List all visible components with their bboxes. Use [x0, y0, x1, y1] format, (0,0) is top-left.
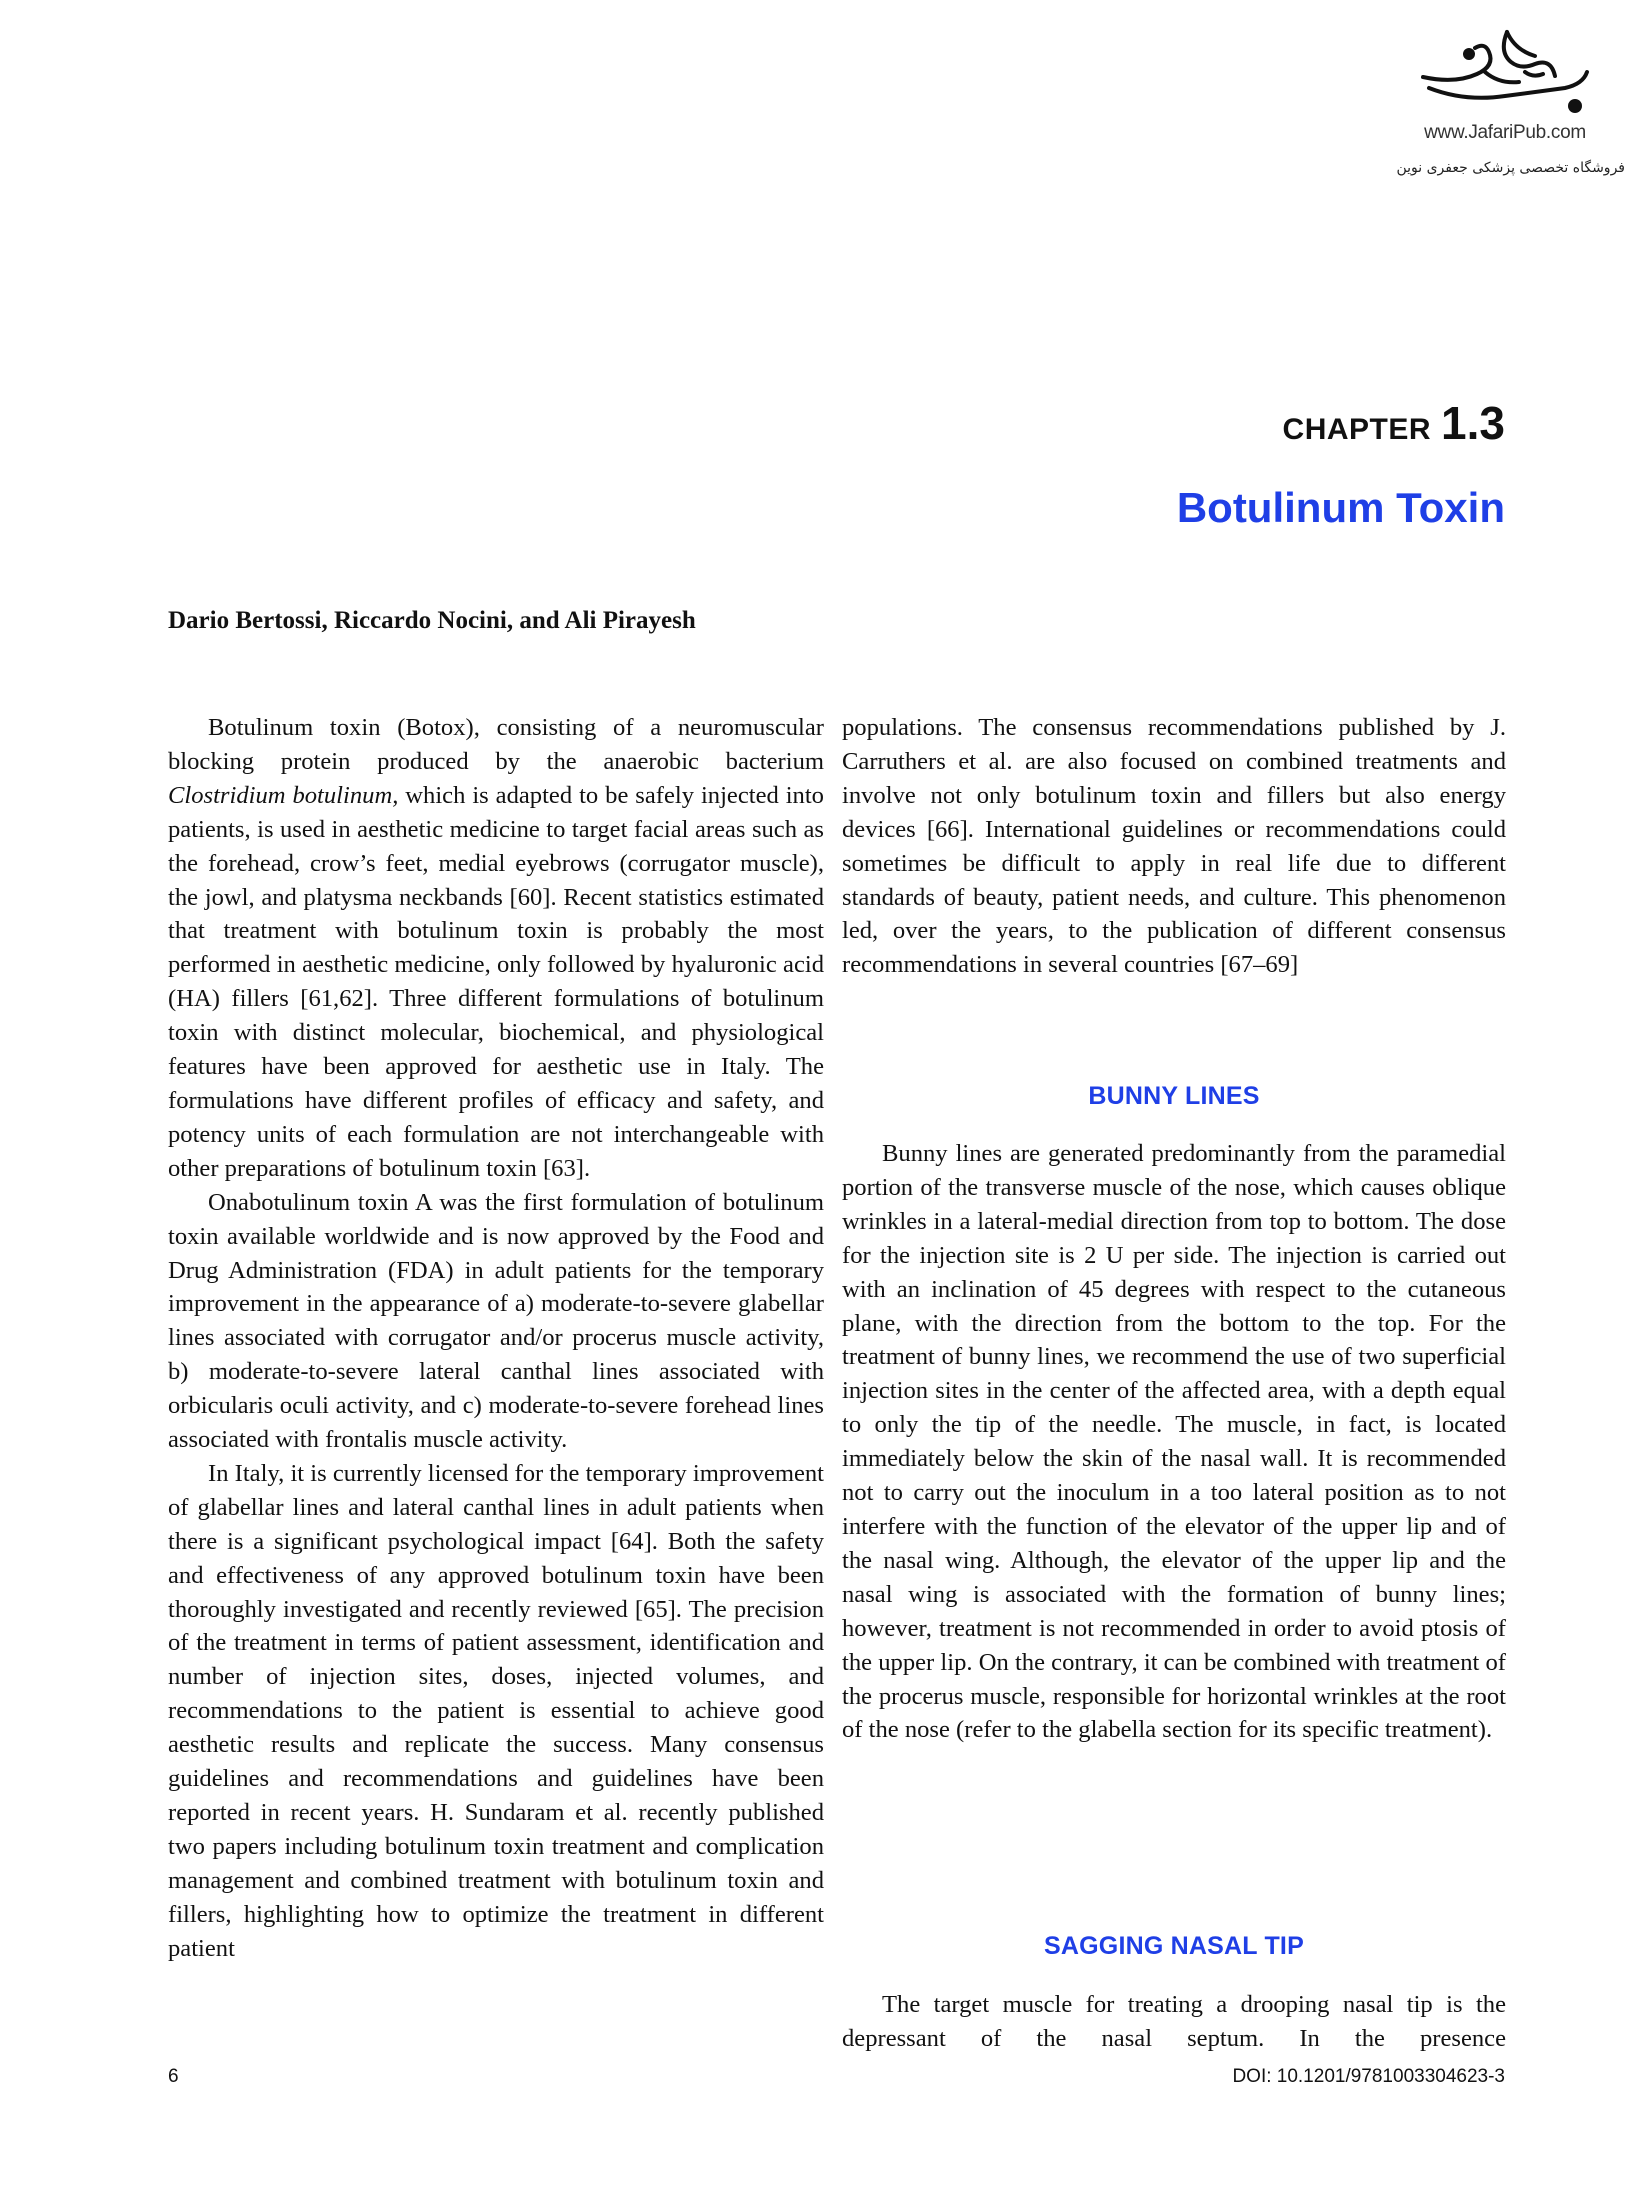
- paragraph-text: which is adapted to be safely injected into patients, is used in aesthetic medicine to target facial areas such as the forehead, crow’s feet, medial eyebrows (corrugator muscle), the jowl, and platysma neckbands [60]. Recent statistics estimated that treatment with botulinum toxin is probably the most performed in aesthetic medicine, only followed by hyaluronic acid (HA) fillers [61,62]. Three different formulations of botulinum toxin with distinct molecular, biochemical, and physiological features have been approved for aesthetic use in Italy. The formulations have different profiles of efficacy and safety, and potency units of each formulation are not interchangeable with other preparations of botulinum toxin [63].: [168, 781, 824, 1182]
- paragraph-intro: [168, 711, 824, 1186]
- authors-line: Dario Bertossi, Riccardo Nocini, and Ali Pirayesh: [168, 607, 696, 634]
- chapter-number: 1.3: [1441, 397, 1505, 449]
- paragraph-bunny-lines: Bunny lines are generated predominantly from the paramedial portion of the transverse muscle of the nose, which causes oblique wrinkles in a lateral-medial direction from top to bottom. The dose for the injection site is 2 U per side. The injection is carried out with an inclination of 45 degrees with respect to the cutaneous plane, with the direction from the bottom to the top. For the treatment of bunny lines, we recommend the use of two superficial injection sites in the center of the affected area, with a depth equal to only the tip of the needle. The muscle, in fact, is located immediately below the skin of the nasal wall. It is recommended not to carry out the inoculum in a too lateral position as to not interfere with the function of the elevator of the upper lip and of the nasal wing. Although, the elevator of the upper lip and the nasal wing is associated with the formation of bunny lines; however, treatment is not recommended in order to avoid ptosis of the upper lip. On the contrary, it can be combined with treatment of the procerus muscle, responsible for horizontal wrinkles at the root of the nose (refer to the glabella section for its specific treatment).: [842, 1140, 1506, 1744]
- publisher-logo: [1395, 22, 1625, 192]
- right-column-continuation: [842, 711, 1506, 982]
- paragraph-consensus: populations. The consensus recommendations published by J. Carruthers et al. are also focused on combined treatments and involve not only botulinum toxin and fillers but also energy devices [66]. International guidelines or recommendations could sometimes be difficult to apply in real life due to different standards of beauty, patient needs, and culture. This phenomenon led, over the years, to the publication of different consensus recommendations in several countries [67–69]: [842, 714, 1506, 979]
- page-number: 6: [168, 2066, 179, 2087]
- section-body-bunny-lines: [842, 1137, 1506, 1747]
- publisher-url: www.JafariPub.com: [1424, 122, 1586, 143]
- publisher-tagline: فروشگاه تخصصی پزشکی جعفری نوین: [1396, 160, 1625, 176]
- paragraph-sagging-nasal-tip: The target muscle for treating a drooping nasal tip is the depressant of the nasal septum. In the presence: [842, 1991, 1506, 2052]
- calligraphy-logo-icon: [1415, 22, 1595, 122]
- paragraph-text: Botulinum toxin (Botox), consisting of a neuromuscular blocking protein produced by the anaerobic bacterium: [168, 714, 824, 775]
- paragraph-onabotulinum: Onabotulinum toxin A was the first formulation of botulinum toxin available worldwide and is now approved by the Food and Drug Administration (FDA) in adult patients for the temporary improvement in the appearance of a) moderate-to-severe glabellar lines associated with corrugator and/or procerus muscle activity, b) moderate-to-severe lateral canthal lines associated with orbicularis oculi activity, and c) moderate-to-severe forehead lines associated with frontalis muscle activity.: [168, 1188, 824, 1454]
- section-heading-bunny-lines: BUNNY LINES: [1088, 1082, 1260, 1110]
- left-column: [168, 711, 824, 1966]
- doi-link[interactable]: DOI: 10.1201/9781003304623-3: [1232, 2066, 1505, 2087]
- chapter-label: [1283, 396, 1505, 450]
- chapter-word: CHAPTER: [1282, 413, 1432, 446]
- section-body-sagging-nasal-tip: [842, 1988, 1506, 2056]
- italic-species-name: Clostridium botulinum,: [168, 781, 399, 809]
- chapter-title: Botulinum Toxin: [1176, 484, 1505, 531]
- paragraph-italy: In Italy, it is currently licensed for the temporary improvement of glabellar lines and lateral canthal lines in adult patients when there is a significant psychological impact [64]. Both the safety and effectiveness of any approved botulinum toxin have been thoroughly investigated and recently reviewed [65]. The precision of the treatment in terms of patient assessment, identification and number of injection sites, doses, injected volumes, and recommendations to the patient is essential to achieve good aesthetic results and replicate the success. Many consensus guidelines and recommendations and guidelines have been reported in recent years. H. Sundaram et al. recently published two papers including botulinum toxin treatment and complication management and combined treatment with botulinum toxin and fillers, highlighting how to optimize the treatment in different patient: [168, 1459, 824, 1962]
- section-heading-sagging-nasal-tip: SAGGING NASAL TIP: [1044, 1932, 1304, 1960]
